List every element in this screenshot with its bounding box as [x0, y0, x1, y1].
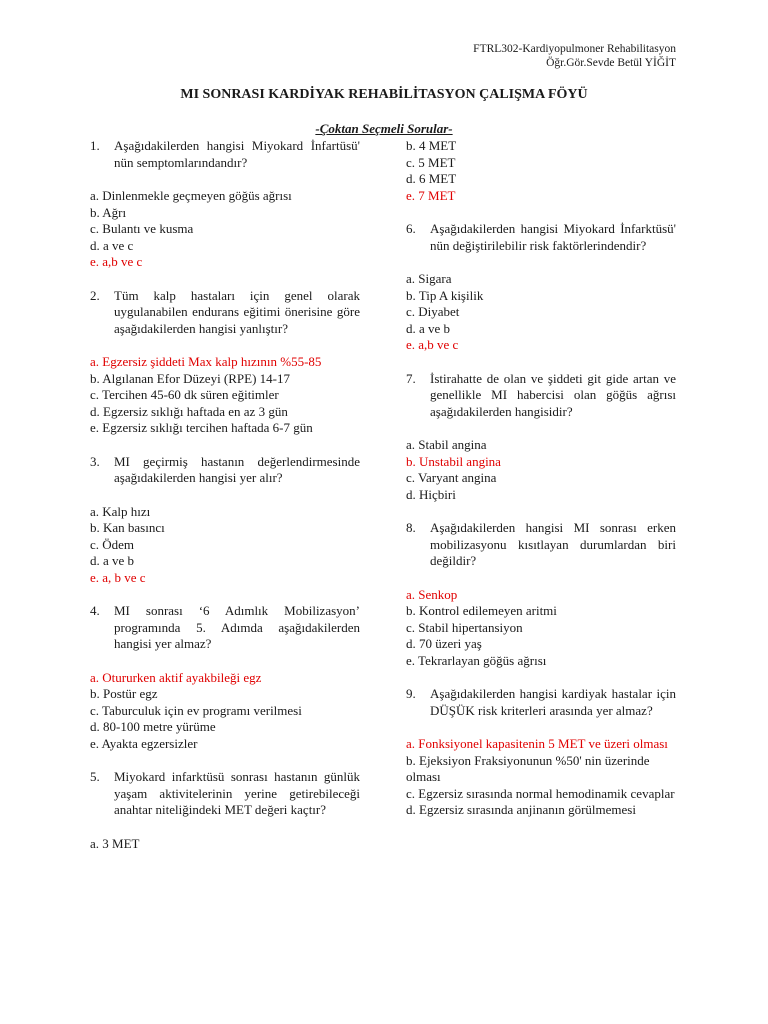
question-number: 9. — [406, 686, 416, 701]
option-a-correct: a. Fonksiyonel kapasitenin 5 MET ve üzeri olması — [406, 736, 668, 751]
option-c: c. Egzersiz sırasında normal hemodinamik cevaplar — [406, 785, 675, 801]
option-e-correct: e. 7 MET — [406, 187, 456, 203]
option-e: e. Tekrarlayan göğüs ağrısı — [406, 652, 547, 668]
option-e-correct: e. a, b ve c — [90, 569, 146, 585]
question-4 — [90, 603, 360, 653]
question-1 — [90, 138, 360, 171]
option-c: c. Diyabet — [406, 304, 460, 319]
option-b: b. Kontrol edilemeyen aritmi — [406, 603, 557, 618]
option-c: c. Varyant angina — [406, 470, 497, 485]
option-d: d. 70 üzeri yaş — [406, 636, 482, 651]
section-subtitle: -Çoktan Seçmeli Sorular- — [315, 121, 453, 136]
option-e: e. Egzersiz sıklığı tercihen haftada 6-7 gün — [90, 420, 313, 435]
option-b: b. 4 MET — [406, 138, 457, 153]
question-number: 6. — [406, 221, 416, 236]
question-number: 8. — [406, 520, 416, 535]
option-d: d. a ve c — [90, 237, 134, 253]
option-a: a. Kalp hızı — [90, 503, 151, 519]
course-code: FTRL302-Kardiyopulmoner Rehabilitasyon — [473, 43, 676, 55]
option-e: e. Ayakta egzersizler — [90, 735, 198, 751]
option-a-correct: a. Otururken aktif ayakbileği egz — [90, 669, 262, 685]
question-text: İstirahatte de olan ve şiddeti git gide artan ve genellikle MI habercisi olan göğüs ağrısı aşağıdakilerden hangisidir? — [430, 370, 676, 419]
question-text: Aşağıdakilerden hangisi kardiyak hastalar için DÜŞÜK risk kriterleri arasında yer almaz? — [430, 686, 676, 718]
question-5 — [90, 769, 360, 819]
option-b: b. Postür egz — [90, 686, 158, 701]
question-number: 7. — [406, 370, 416, 386]
question-text: MI sonrası ‘6 Adımlık Mobilizasyon’ programında 5. Adımda aşağıdakilerden hangisi yer almaz? — [114, 603, 360, 651]
option-a: a. Sigara — [406, 271, 452, 286]
option-b: b. Ağrı — [90, 204, 127, 220]
option-d: d. Egzersiz sırasında anjinanın görülmemesi — [406, 802, 636, 817]
option-d: d. Hiçbiri — [406, 486, 456, 502]
question-8 — [406, 520, 676, 570]
option-a-correct: a. Egzersiz şiddeti Max kalp hızının %55-85 — [90, 354, 322, 369]
right-column — [406, 138, 676, 819]
question-number: 3. — [90, 453, 100, 469]
question-number: 1. — [90, 138, 100, 153]
option-d: d. 80-100 metre yürüme — [90, 719, 216, 734]
question-text: Aşağıdakilerden hangisi Miyokard İnfarktüsü' nün değiştirilebilir risk faktörlerindendir? — [430, 221, 676, 253]
option-b: b. Algılanan Efor Düzeyi (RPE) 14-17 — [90, 370, 291, 386]
option-c: c. Bulantı ve kusma — [90, 221, 194, 236]
option-e-correct: e. a,b ve c — [90, 254, 143, 269]
option-c: c. Tercihen 45-60 dk süren eğitimler — [90, 387, 279, 402]
question-text: Tüm kalp hastaları için genel olarak uygulanabilen endurans eğitimi önerisine göre aşağıdakilerden hangisi yanlıştır? — [114, 287, 360, 336]
question-text: Miyokard infarktüsü sonrası hastanın günlük yaşam aktivitelerinin yerine getirebileceği anahtar niteliğindeki MET değeri kaçtır? — [114, 769, 360, 817]
option-a-correct: a. Senkop — [406, 586, 458, 602]
question-3 — [90, 454, 360, 487]
option-c: c. Taburculuk için ev programı verilmesi — [90, 702, 302, 718]
option-a: a. Dinlenmekle geçmeyen göğüs ağrısı — [90, 188, 292, 203]
question-number: 2. — [90, 287, 100, 303]
question-number: 5. — [90, 769, 100, 784]
option-d: d. a ve b — [406, 320, 451, 336]
option-a: a. Stabil angina — [406, 437, 487, 452]
option-d: d. a ve b — [90, 553, 135, 568]
option-c: c. Stabil hipertansiyon — [406, 619, 523, 635]
option-b: b. Tip A kişilik — [406, 287, 484, 303]
option-d: d. 6 MET — [406, 171, 457, 186]
question-6 — [406, 221, 676, 254]
question-2 — [90, 288, 360, 338]
question-number: 4. — [90, 603, 100, 618]
instructor-name: Öğr.Gör.Sevde Betül YİĞİT — [546, 57, 676, 69]
option-c: c. 5 MET — [406, 154, 456, 170]
option-d: d. Egzersiz sıklığı haftada en az 3 gün — [90, 403, 288, 419]
option-b-correct: b. Unstabil angina — [406, 453, 501, 469]
left-column — [90, 138, 360, 852]
question-7 — [406, 371, 676, 421]
question-text: MI geçirmiş hastanın değerlendirmesinde aşağıdakilerden hangisi yer alır? — [114, 453, 360, 485]
page-title: MI SONRASI KARDİYAK REHABİLİTASYON ÇALIŞMA FÖYÜ — [180, 87, 588, 102]
question-9 — [406, 686, 676, 719]
question-text: Aşağıdakilerden hangisi MI sonrası erken mobilizasyonu kısıtlayan durumlardan biri değildir? — [430, 520, 676, 568]
option-a: a. 3 MET — [90, 835, 140, 851]
option-b: b. Ejeksiyon Fraksiyonunun %50' nin üzerinde olması — [406, 752, 650, 784]
document-header — [473, 42, 676, 70]
option-b: b. Kan basıncı — [90, 520, 165, 535]
option-c: c. Ödem — [90, 536, 135, 552]
option-e-correct: e. a,b ve c — [406, 337, 459, 352]
question-text: Aşağıdakilerden hangisi Miyokard İnfartüsü' nün semptomlarındandır? — [114, 138, 360, 170]
